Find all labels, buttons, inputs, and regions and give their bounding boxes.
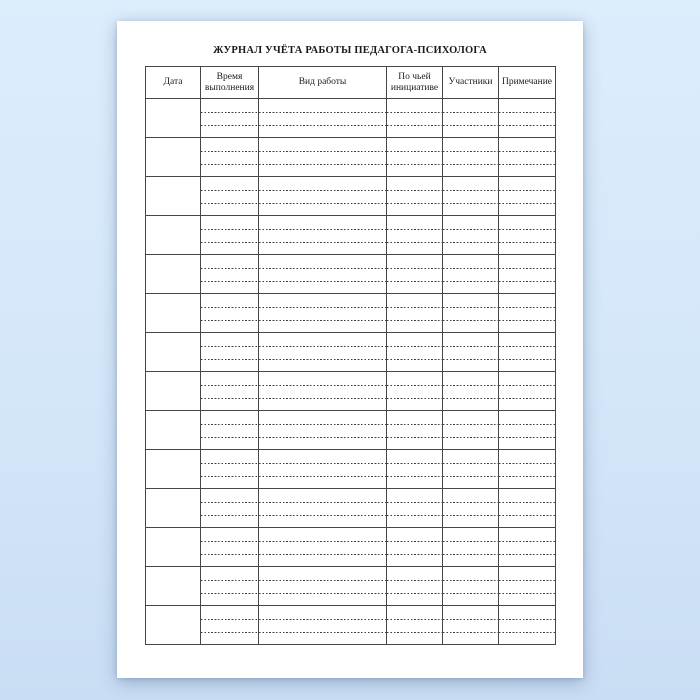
write-line <box>201 268 258 269</box>
write-line <box>499 190 555 191</box>
cell-vremya-vypolneniya <box>201 138 259 177</box>
write-line <box>201 502 258 503</box>
write-line <box>443 437 498 438</box>
write-line <box>387 398 442 399</box>
write-line <box>201 346 258 347</box>
table-row <box>146 255 556 294</box>
write-line <box>443 203 498 204</box>
cell-data <box>146 567 201 606</box>
write-line <box>259 307 386 308</box>
write-line <box>259 502 386 503</box>
write-line <box>387 463 442 464</box>
write-line <box>499 151 555 152</box>
write-line <box>259 580 386 581</box>
write-line <box>201 151 258 152</box>
cell-vid-raboty <box>259 177 387 216</box>
write-line <box>443 346 498 347</box>
write-line <box>443 580 498 581</box>
write-line <box>387 541 442 542</box>
write-line <box>443 190 498 191</box>
cell-vremya-vypolneniya <box>201 99 259 138</box>
write-line <box>499 437 555 438</box>
cell-data <box>146 333 201 372</box>
table-header-row <box>146 67 556 99</box>
cell-primechanie <box>499 255 556 294</box>
write-line <box>443 242 498 243</box>
write-line <box>259 541 386 542</box>
write-line <box>443 515 498 516</box>
write-line <box>499 580 555 581</box>
write-line <box>387 307 442 308</box>
cell-primechanie <box>499 138 556 177</box>
write-line <box>201 424 258 425</box>
write-line <box>387 203 442 204</box>
write-line <box>499 424 555 425</box>
cell-uchastniki <box>443 294 499 333</box>
write-line <box>259 229 386 230</box>
cell-po-chey-initsiative <box>387 99 443 138</box>
write-line <box>443 541 498 542</box>
write-line <box>443 268 498 269</box>
column-header-vid-raboty: Вид работы <box>259 67 387 99</box>
cell-uchastniki <box>443 99 499 138</box>
write-line <box>201 164 258 165</box>
cell-vremya-vypolneniya <box>201 528 259 567</box>
write-line <box>387 515 442 516</box>
cell-vid-raboty <box>259 489 387 528</box>
write-line <box>443 424 498 425</box>
write-line <box>499 463 555 464</box>
write-line <box>443 125 498 126</box>
write-line <box>201 580 258 581</box>
write-line <box>443 320 498 321</box>
write-line <box>387 593 442 594</box>
write-line <box>443 385 498 386</box>
table-row <box>146 411 556 450</box>
write-line <box>499 385 555 386</box>
write-line <box>259 619 386 620</box>
column-header-uchastniki: Участники <box>443 67 499 99</box>
write-line <box>201 203 258 204</box>
table-row <box>146 294 556 333</box>
write-line <box>387 320 442 321</box>
column-header-po-chey-initsiative: По чьей инициативе <box>387 67 443 99</box>
table-row <box>146 372 556 411</box>
write-line <box>387 190 442 191</box>
cell-po-chey-initsiative <box>387 528 443 567</box>
write-line <box>443 398 498 399</box>
write-line <box>387 281 442 282</box>
cell-data <box>146 138 201 177</box>
column-header-data: Дата <box>146 67 201 99</box>
write-line <box>499 346 555 347</box>
cell-vremya-vypolneniya <box>201 450 259 489</box>
write-line <box>201 385 258 386</box>
write-line <box>259 320 386 321</box>
cell-po-chey-initsiative <box>387 333 443 372</box>
write-line <box>499 593 555 594</box>
write-line <box>259 515 386 516</box>
write-line <box>387 229 442 230</box>
write-line <box>201 190 258 191</box>
cell-vremya-vypolneniya <box>201 216 259 255</box>
write-line <box>259 385 386 386</box>
cell-uchastniki <box>443 138 499 177</box>
write-line <box>443 359 498 360</box>
cell-vremya-vypolneniya <box>201 255 259 294</box>
write-line <box>499 398 555 399</box>
cell-data <box>146 99 201 138</box>
write-line <box>499 242 555 243</box>
write-line <box>387 359 442 360</box>
cell-uchastniki <box>443 177 499 216</box>
write-line <box>201 242 258 243</box>
cell-po-chey-initsiative <box>387 294 443 333</box>
write-line <box>259 554 386 555</box>
cell-data <box>146 528 201 567</box>
cell-po-chey-initsiative <box>387 372 443 411</box>
table-row <box>146 567 556 606</box>
write-line <box>201 476 258 477</box>
cell-vremya-vypolneniya <box>201 489 259 528</box>
table-row <box>146 333 556 372</box>
write-line <box>499 619 555 620</box>
cell-vid-raboty <box>259 528 387 567</box>
write-line <box>201 515 258 516</box>
write-line <box>201 359 258 360</box>
cell-uchastniki <box>443 333 499 372</box>
cell-primechanie <box>499 216 556 255</box>
cell-uchastniki <box>443 567 499 606</box>
cell-uchastniki <box>443 411 499 450</box>
cell-vid-raboty <box>259 372 387 411</box>
write-line <box>259 476 386 477</box>
cell-vid-raboty <box>259 333 387 372</box>
write-line <box>259 463 386 464</box>
write-line <box>259 164 386 165</box>
write-line <box>387 554 442 555</box>
cell-primechanie <box>499 567 556 606</box>
write-line <box>443 593 498 594</box>
cell-po-chey-initsiative <box>387 411 443 450</box>
cell-vid-raboty <box>259 606 387 645</box>
write-line <box>443 112 498 113</box>
write-line <box>387 151 442 152</box>
cell-uchastniki <box>443 216 499 255</box>
journal-page <box>117 21 583 678</box>
write-line <box>499 476 555 477</box>
write-line <box>259 242 386 243</box>
write-line <box>201 619 258 620</box>
write-line <box>201 437 258 438</box>
write-line <box>443 554 498 555</box>
cell-data <box>146 372 201 411</box>
write-line <box>499 515 555 516</box>
cell-data <box>146 450 201 489</box>
table-row <box>146 99 556 138</box>
table-row <box>146 216 556 255</box>
column-header-primechanie: Примечание <box>499 67 556 99</box>
write-line <box>259 437 386 438</box>
write-line <box>201 632 258 633</box>
write-line <box>499 502 555 503</box>
write-line <box>387 242 442 243</box>
write-line <box>201 229 258 230</box>
write-line <box>499 203 555 204</box>
cell-primechanie <box>499 489 556 528</box>
write-line <box>499 632 555 633</box>
cell-vid-raboty <box>259 450 387 489</box>
cell-po-chey-initsiative <box>387 567 443 606</box>
cell-uchastniki <box>443 450 499 489</box>
write-line <box>259 281 386 282</box>
write-line <box>259 359 386 360</box>
write-line <box>387 580 442 581</box>
write-line <box>201 554 258 555</box>
write-line <box>259 268 386 269</box>
write-line <box>201 320 258 321</box>
write-line <box>259 632 386 633</box>
write-line <box>387 476 442 477</box>
write-line <box>259 203 386 204</box>
cell-uchastniki <box>443 372 499 411</box>
table-row <box>146 450 556 489</box>
write-line <box>201 593 258 594</box>
table-row <box>146 138 556 177</box>
write-line <box>201 541 258 542</box>
write-line <box>259 398 386 399</box>
table-row <box>146 606 556 645</box>
write-line <box>201 125 258 126</box>
cell-vid-raboty <box>259 411 387 450</box>
write-line <box>259 346 386 347</box>
write-line <box>443 619 498 620</box>
write-line <box>499 112 555 113</box>
cell-vremya-vypolneniya <box>201 372 259 411</box>
cell-uchastniki <box>443 489 499 528</box>
write-line <box>387 424 442 425</box>
write-line <box>201 307 258 308</box>
cell-primechanie <box>499 177 556 216</box>
cell-primechanie <box>499 333 556 372</box>
cell-primechanie <box>499 99 556 138</box>
table-row <box>146 489 556 528</box>
write-line <box>443 307 498 308</box>
write-line <box>259 151 386 152</box>
write-line <box>387 385 442 386</box>
cell-vremya-vypolneniya <box>201 177 259 216</box>
page-title: ЖУРНАЛ УЧЁТА РАБОТЫ ПЕДАГОГА-ПСИХОЛОГА <box>213 45 487 56</box>
write-line <box>443 281 498 282</box>
cell-vremya-vypolneniya <box>201 567 259 606</box>
write-line <box>387 268 442 269</box>
write-line <box>499 541 555 542</box>
cell-data <box>146 255 201 294</box>
write-line <box>201 398 258 399</box>
write-line <box>443 476 498 477</box>
column-header-vremya-vypolneniya: Время выполнения <box>201 67 259 99</box>
write-line <box>259 190 386 191</box>
cell-data <box>146 177 201 216</box>
write-line <box>387 164 442 165</box>
write-line <box>443 229 498 230</box>
write-line <box>499 307 555 308</box>
cell-po-chey-initsiative <box>387 489 443 528</box>
write-line <box>499 359 555 360</box>
cell-po-chey-initsiative <box>387 216 443 255</box>
table-row <box>146 528 556 567</box>
cell-vid-raboty <box>259 99 387 138</box>
write-line <box>201 112 258 113</box>
write-line <box>387 502 442 503</box>
write-line <box>499 268 555 269</box>
journal-table <box>145 66 556 645</box>
cell-data <box>146 606 201 645</box>
cell-vid-raboty <box>259 138 387 177</box>
write-line <box>499 281 555 282</box>
write-line <box>387 437 442 438</box>
write-line <box>499 554 555 555</box>
cell-uchastniki <box>443 255 499 294</box>
write-line <box>499 125 555 126</box>
write-line <box>201 281 258 282</box>
write-line <box>201 463 258 464</box>
cell-vremya-vypolneniya <box>201 411 259 450</box>
cell-primechanie <box>499 528 556 567</box>
write-line <box>499 229 555 230</box>
cell-uchastniki <box>443 528 499 567</box>
cell-data <box>146 489 201 528</box>
cell-primechanie <box>499 372 556 411</box>
cell-primechanie <box>499 294 556 333</box>
cell-po-chey-initsiative <box>387 177 443 216</box>
write-line <box>443 463 498 464</box>
write-line <box>387 125 442 126</box>
cell-primechanie <box>499 450 556 489</box>
cell-primechanie <box>499 411 556 450</box>
cell-vremya-vypolneniya <box>201 606 259 645</box>
cell-vid-raboty <box>259 567 387 606</box>
write-line <box>499 164 555 165</box>
write-line <box>499 320 555 321</box>
write-line <box>443 502 498 503</box>
write-line <box>259 112 386 113</box>
write-line <box>259 125 386 126</box>
cell-vid-raboty <box>259 255 387 294</box>
cell-vid-raboty <box>259 216 387 255</box>
cell-data <box>146 411 201 450</box>
table-row <box>146 177 556 216</box>
cell-data <box>146 294 201 333</box>
write-line <box>443 164 498 165</box>
cell-uchastniki <box>443 606 499 645</box>
write-line <box>443 632 498 633</box>
write-line <box>387 346 442 347</box>
cell-data <box>146 216 201 255</box>
cell-po-chey-initsiative <box>387 606 443 645</box>
cell-po-chey-initsiative <box>387 255 443 294</box>
write-line <box>387 112 442 113</box>
cell-primechanie <box>499 606 556 645</box>
cell-vid-raboty <box>259 294 387 333</box>
write-line <box>443 151 498 152</box>
write-line <box>387 619 442 620</box>
write-line <box>259 424 386 425</box>
cell-po-chey-initsiative <box>387 138 443 177</box>
cell-vremya-vypolneniya <box>201 333 259 372</box>
write-line <box>259 593 386 594</box>
cell-po-chey-initsiative <box>387 450 443 489</box>
cell-vremya-vypolneniya <box>201 294 259 333</box>
write-line <box>387 632 442 633</box>
